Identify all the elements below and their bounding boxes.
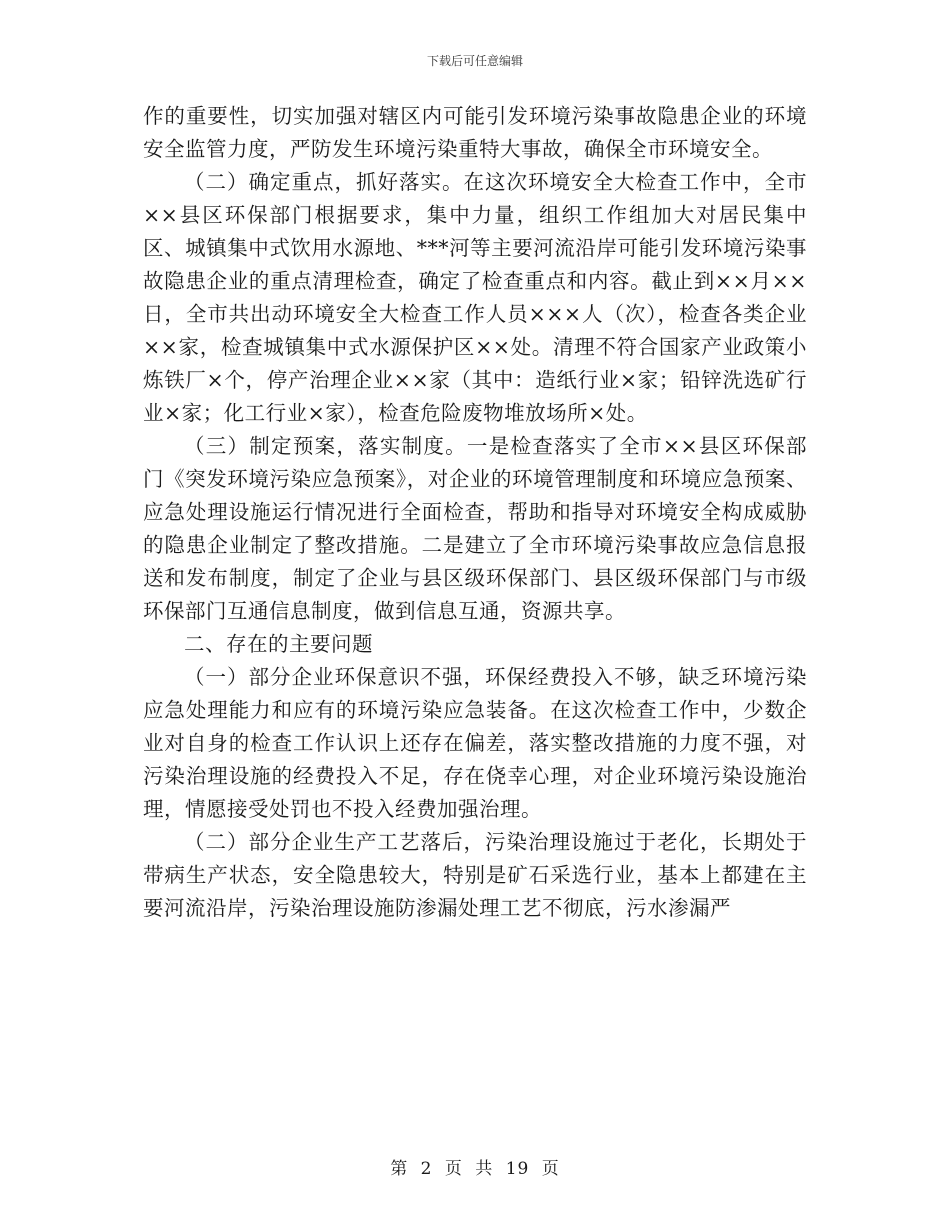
document-body: [143, 100, 807, 925]
section-heading-main-problems: 二、存在的主要问题: [184, 632, 373, 656]
page-header-note: 下载后可任意编辑: [426, 54, 523, 68]
paragraph-focus-implementation: （二）确定重点，抓好落实。在这次环境安全大检查工作中，全市××县区环保部门根据要求，集中力量，组织工作组加大对居民集中区、城镇集中式饮用水源地、***河等主要河流沿岸可能引发环境污染事故隐患企业的重点清理检查，确定了检查重点和内容。截止到××月××日，全市共出动环境安全大检查工作人员×××人（次），检查各类企业××家，检查城镇集中式水源保护区××处。清理不符合国家产业政策小炼铁厂×个，停产治理企业××家（其中：造纸行业×家；铅锌洗选矿行业×家；化工行业×家），检查危险废物堆放场所×处。: [143, 170, 807, 425]
paragraph-contingency-plans: （三）制定预案，落实制度。一是检查落实了全市××县区环保部门《突发环境污染应急预案》，对企业的环境管理制度和环境应急预案、应急处理设施运行情况进行全面检查，帮助和指导对环境安全构成威胁的隐患企业制定了整改措施。二是建立了全市环境污染事故应急信息报送和发布制度，制定了企业与县区级环保部门、县区级环保部门与市级环保部门互通信息制度，做到信息互通，资源共享。: [143, 434, 807, 623]
paragraph-problem-awareness: （一）部分企业环保意识不强，环保经费投入不够，缺乏环境污染应急处理能力和应有的环境污染应急装备。在这次检查工作中，少数企业对自身的检查工作认识上还存在偏差，落实整改措施的力度不强，对污染治理设施的经费投入不足，存在侥幸心理，对企业环境污染设施治理，情愿接受处罚也不投入经费加强治理。: [143, 665, 807, 821]
paragraph-continuation: 作的重要性，切实加强对辖区内可能引发环境污染事故隐患企业的环境安全监管力度，严防发生环境污染重特大事故，确保全市环境安全。: [143, 104, 807, 161]
page-number-footer: 第 2 页 共 19 页: [390, 1159, 560, 1179]
paragraph-problem-technology: （二）部分企业生产工艺落后，污染治理设施过于老化，长期处于带病生产状态，安全隐患较大，特别是矿石采选行业，基本上都建在主要河流沿岸，污染治理设施防渗漏处理工艺不彻底，污水渗漏严: [143, 830, 807, 920]
